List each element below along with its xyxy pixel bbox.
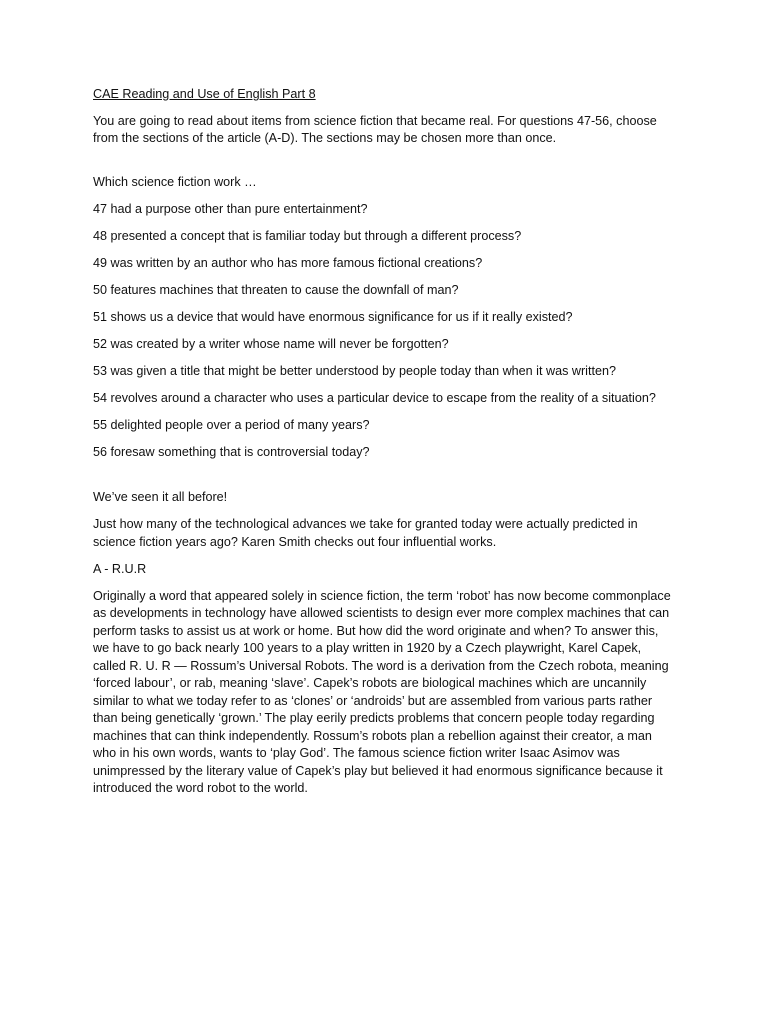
question-text: shows us a device that would have enormous significance for us if it really existed? [110, 309, 573, 324]
question-item [93, 255, 673, 273]
question-number: 53 [93, 363, 108, 378]
question-text: was created by a writer whose name will never be forgotten? [110, 336, 449, 351]
question-number: 50 [93, 282, 108, 297]
question-text: was given a title that might be better understood by people today than when it was written? [110, 363, 616, 378]
question-number: 48 [93, 228, 108, 243]
question-item [93, 228, 673, 246]
question-text: features machines that threaten to cause the downfall of man? [110, 282, 459, 297]
question-text: was written by an author who has more famous fictional creations? [110, 255, 483, 270]
question-number: 55 [93, 417, 108, 432]
question-item [93, 282, 673, 300]
question-item [93, 390, 673, 408]
question-text: revolves around a character who uses a particular device to escape from the reality of a situation? [110, 390, 656, 405]
question-item [93, 201, 673, 219]
question-item [93, 309, 673, 327]
question-number: 54 [93, 390, 108, 405]
article-title: We’ve seen it all before! [93, 490, 228, 504]
section-a-heading: A - R.U.R [93, 561, 147, 576]
question-number: 49 [93, 255, 108, 270]
question-number: 52 [93, 336, 108, 351]
question-text: presented a concept that is familiar today but through a different process? [110, 228, 522, 243]
question-text: delighted people over a period of many years? [110, 417, 370, 432]
document-page [93, 86, 673, 798]
question-number: 47 [93, 201, 108, 216]
question-list [93, 201, 673, 462]
question-text: foresaw something that is controversial today? [110, 444, 370, 459]
question-text: had a purpose other than pure entertainment? [110, 201, 368, 216]
article-intro: Just how many of the technological advances we take for granted today were actually predicted in science fiction years ago? Karen Smith checks out four influential works. [93, 517, 638, 549]
question-number: 56 [93, 444, 108, 459]
question-item [93, 363, 673, 381]
question-stem: Which science fiction work … [93, 174, 257, 189]
question-item [93, 444, 673, 462]
question-number: 51 [93, 309, 108, 324]
page-title: CAE Reading and Use of English Part 8 [93, 87, 316, 101]
question-item [93, 417, 673, 435]
instructions-text: You are going to read about items from science fiction that became real. For questions 47-56, choose from the sections of the article (A-D). The sections may be chosen more than once. [93, 113, 657, 145]
section-a-text: Originally a word that appeared solely in science fiction, the term ‘robot’ has now become commonplace as developments in technology have allowed scientists to design ever more complex machines that can perform tasks to assist us at work or home. But how did the word originate and when? To answer this, we have to go back nearly 100 years to a play written in 1920 by a Czech playwright, Karel Capek, called R. U. R — Rossum’s Universal Robots. The word is a derivation from the Czech robota, meaning ‘forced labour’, or rab, meaning ‘slave’. Capek’s robots are biological machines which are uncannily similar to what we today refer to as ‘clones’ or ‘androids’ but are assembled from various parts rather than being genetically ‘grown.’ The play eerily predicts problems that concern people today regarding machines that can think independently. Rossum’s robots plan a rebellion against their creator, a man who in his own words, wants to ‘play God’. The famous science fiction writer Isaac Asimov was unimpressed by the literary value of Capek’s play but believed it had enormous significance because it introduced the word robot to the world. [93, 588, 671, 795]
question-item [93, 336, 673, 354]
